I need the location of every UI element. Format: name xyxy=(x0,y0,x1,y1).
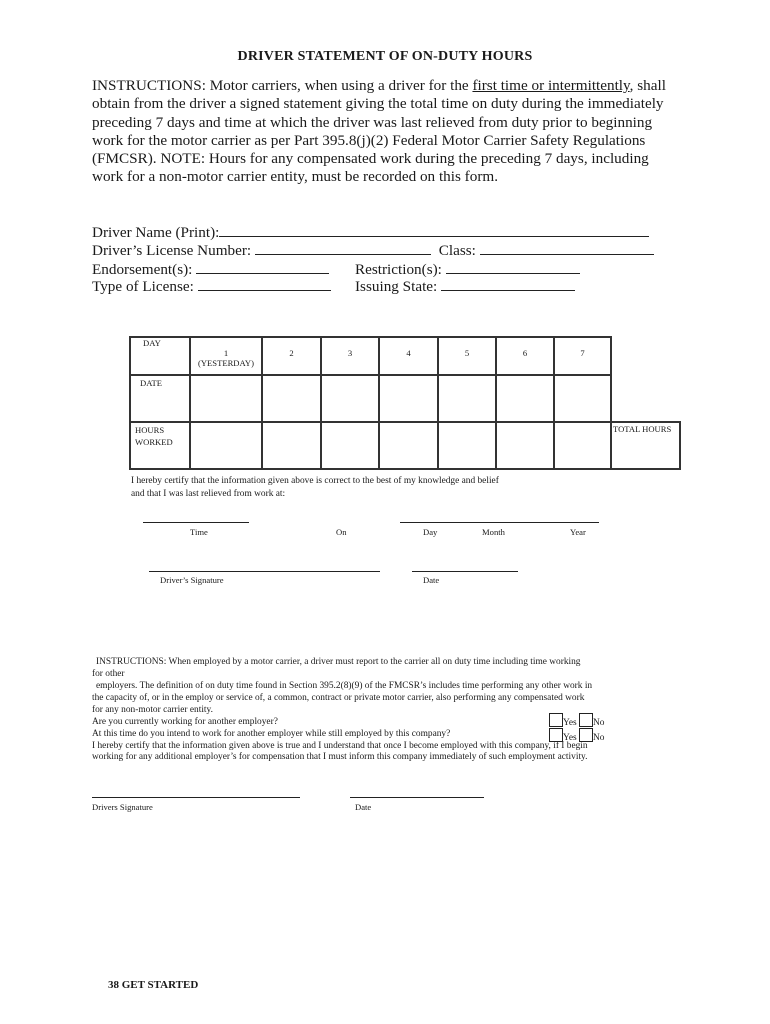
q1-yes-label: Yes xyxy=(563,717,577,728)
day-5-header: 5 xyxy=(438,337,496,375)
day-7-header: 7 xyxy=(554,337,611,375)
signature-date-line[interactable] xyxy=(412,571,518,572)
day-header: DAY xyxy=(130,337,190,375)
hours-cell-2[interactable] xyxy=(262,422,321,469)
endorsements-field[interactable] xyxy=(196,261,329,274)
month-label: Month xyxy=(482,527,505,537)
date-cell-5[interactable] xyxy=(438,375,496,422)
endorsements-label: Endorsement(s): xyxy=(92,261,193,278)
date-cell-2[interactable] xyxy=(262,375,321,422)
instructions-prefix: INSTRUCTIONS: Motor carriers, when using a driver for the xyxy=(92,77,473,94)
instructions-underlined: first time or intermittently xyxy=(472,77,630,94)
license-number-row xyxy=(92,242,654,260)
section2-line-5: for any non-motor carrier entity. xyxy=(92,704,213,715)
driver-signature-label: Driver’s Signature xyxy=(160,575,224,585)
driver-signature-line[interactable] xyxy=(149,571,380,572)
certify-statement xyxy=(131,475,499,501)
q1-no-checkbox[interactable] xyxy=(579,713,593,727)
hours-cell-4[interactable] xyxy=(379,422,438,469)
section2-cert-line-2: working for any additional employer’s for compensation that I must inform this company immediately of such employment activity. xyxy=(92,752,588,763)
total-hours-label: TOTAL HOURS xyxy=(613,424,672,434)
restrictions-label: Restriction(s): xyxy=(355,261,442,278)
class-label: Class: xyxy=(438,242,476,259)
other-employment-section xyxy=(92,657,672,764)
date-cell-6[interactable] xyxy=(496,375,554,422)
hours-cell-6[interactable] xyxy=(496,422,554,469)
section2-date-label: Date xyxy=(355,802,372,812)
day-label: Day xyxy=(423,527,438,537)
certify-line-1: I hereby certify that the information given above is correct to the best of my knowledge and belief xyxy=(131,476,499,486)
hours-cell-7[interactable] xyxy=(554,422,611,469)
day-6-header: 6 xyxy=(496,337,554,375)
day-1-note: (YESTERDAY) xyxy=(197,358,255,368)
date-cell-4[interactable] xyxy=(379,375,438,422)
q2-no-label: No xyxy=(592,732,605,743)
section2-line-4: the capacity of, or in the employ or service of, a common, contract or private motor carrier, also performing any compensated work xyxy=(92,692,585,703)
hours-cell-5[interactable] xyxy=(438,422,496,469)
time-line[interactable] xyxy=(143,522,249,523)
restrictions-row xyxy=(355,261,580,279)
section2-line-1: INSTRUCTIONS: When employed by a motor carrier, a driver must report to the carrier all on duty time including time working xyxy=(96,657,581,667)
license-number-label: Driver’s License Number: xyxy=(92,242,252,259)
day-1-number: 1 xyxy=(223,348,229,358)
hours-cell-1[interactable] xyxy=(190,422,262,469)
question-1-text: Are you currently working for another employer? xyxy=(92,716,278,727)
date-line[interactable] xyxy=(400,522,599,523)
driver-name-row xyxy=(92,224,649,242)
q1-no-label: No xyxy=(592,717,605,728)
section2-line-3: employers. The definition of on duty time found in Section 395.2(8)(9) of the FMCSR’s includes time performing any other work in xyxy=(96,680,593,691)
q2-yes-checkbox[interactable] xyxy=(549,728,563,742)
day-3-header: 3 xyxy=(321,337,379,375)
issuing-state-label: Issuing State: xyxy=(355,278,438,295)
section2-cert-line-1: I hereby certify that the information given above is true and I understand that once I become employed with this company, if I begin xyxy=(92,740,588,751)
hours-cell-3[interactable] xyxy=(321,422,379,469)
instructions-suffix: , shall obtain from the driver a signed statement giving the total time on duty during the immediately preceding 7 days and time at which the driver was last relieved from duty prior to beginning work for the motor carrier as per Part 395.8(j)(2) Federal Motor Carrier Safety Regulations (FMCSR). NOTE: Hours for any compensated work during the preceding 7 days, including work for a non-motor carrier entity, must be recorded on this form. xyxy=(92,77,666,186)
section2-line-2: for other xyxy=(92,668,125,679)
license-type-label: Type of License: xyxy=(92,278,194,295)
on-label: On xyxy=(336,527,347,537)
instructions-paragraph xyxy=(92,77,682,187)
year-label: Year xyxy=(570,527,586,537)
day-2-header: 2 xyxy=(262,337,321,375)
issuing-state-field[interactable] xyxy=(441,278,575,291)
q2-no-checkbox[interactable] xyxy=(579,728,593,742)
driver-name-label: Driver Name (Print): xyxy=(92,224,220,241)
q2-yes-label: Yes xyxy=(563,732,577,743)
class-field[interactable] xyxy=(480,242,654,255)
time-label: Time xyxy=(190,527,208,537)
total-hours-cell[interactable] xyxy=(611,422,680,469)
section2-signature-label: Drivers Signature xyxy=(92,802,153,812)
date-cell-1[interactable] xyxy=(190,375,262,422)
hours-worked-header: HOURS WORKED xyxy=(130,422,190,469)
driver-name-field[interactable] xyxy=(219,224,649,237)
day-1-header xyxy=(190,337,262,375)
question-2-row xyxy=(92,729,672,741)
page-footer: 38 GET STARTED xyxy=(108,979,199,991)
license-number-field[interactable] xyxy=(255,242,431,255)
date-header: DATE xyxy=(130,375,190,422)
endorsements-row xyxy=(92,261,329,279)
signature-date-label: Date xyxy=(423,575,440,585)
section2-signature-line[interactable] xyxy=(92,797,300,798)
date-cell-3[interactable] xyxy=(321,375,379,422)
hours-table xyxy=(129,336,681,470)
q1-yes-checkbox[interactable] xyxy=(549,713,563,727)
day-4-header: 4 xyxy=(379,337,438,375)
restrictions-field[interactable] xyxy=(446,261,580,274)
section2-date-line[interactable] xyxy=(350,797,484,798)
certify-line-2: and that I was last relieved from work at: xyxy=(131,489,286,499)
page-title: DRIVER STATEMENT OF ON-DUTY HOURS xyxy=(237,49,533,64)
date-cell-7[interactable] xyxy=(554,375,611,422)
license-type-row xyxy=(92,278,331,296)
license-type-field[interactable] xyxy=(198,278,331,291)
issuing-state-row xyxy=(355,278,575,296)
question-2-text: At this time do you intend to work for another employer while still employed by this company? xyxy=(92,728,451,739)
